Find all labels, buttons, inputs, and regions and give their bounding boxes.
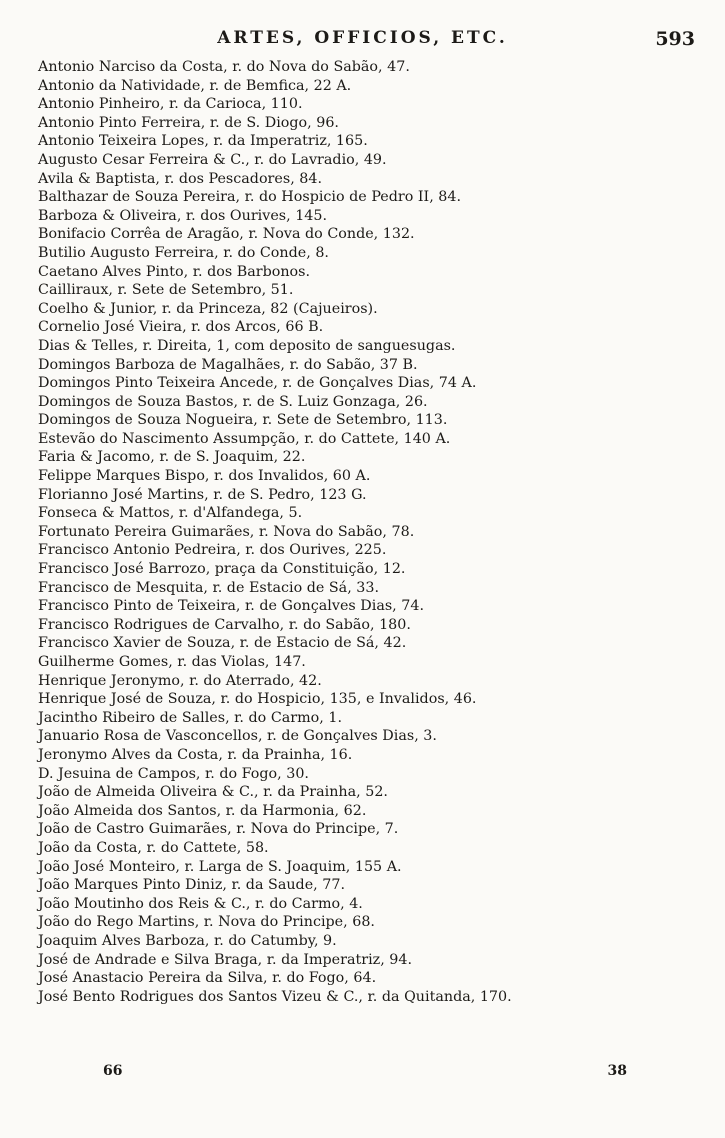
signature-mark-right: 38 <box>607 1063 627 1079</box>
directory-entry: Francisco Rodrigues de Carvalho, r. do Sabão, 180. <box>38 616 411 633</box>
directory-entry: João José Monteiro, r. Larga de S. Joaquim, 155 A. <box>38 858 402 875</box>
directory-entry: Antonio Pinheiro, r. da Carioca, 110. <box>38 96 303 113</box>
directory-entry: Coelho & Junior, r. da Princeza, 82 (Cajueiros). <box>38 300 378 317</box>
directory-entry: João da Costa, r. do Cattete, 58. <box>38 839 269 856</box>
directory-entry: João Almeida dos Santos, r. da Harmonia, 62. <box>38 802 367 819</box>
page-footer <box>0 1063 725 1083</box>
directory-entry: João de Castro Guimarães, r. Nova do Principe, 7. <box>38 821 399 838</box>
directory-entry: Fonseca & Mattos, r. d'Alfandega, 5. <box>38 505 303 522</box>
directory-entry: Antonio Teixeira Lopes, r. da Imperatriz, 165. <box>38 133 368 150</box>
directory-entry: Henrique Jeronymo, r. do Aterrado, 42. <box>38 672 322 689</box>
directory-entry: D. Jesuina de Campos, r. do Fogo, 30. <box>38 765 309 782</box>
directory-entry: Barboza & Oliveira, r. dos Ourives, 145. <box>38 207 328 224</box>
directory-entry: Butilio Augusto Ferreira, r. do Conde, 8. <box>38 244 329 261</box>
directory-entry: Guilherme Gomes, r. das Violas, 147. <box>38 654 306 670</box>
directory-entry: Augusto Cesar Ferreira & C., r. do Lavradio, 49. <box>38 151 387 168</box>
directory-entry: Felippe Marques Bispo, r. dos Invalidos, 60 A. <box>38 468 371 485</box>
directory-entry: Jacintho Ribeiro de Salles, r. do Carmo, 1. <box>38 709 343 726</box>
directory-entry: Francisco José Barrozo, praça da Constituição, 12. <box>38 561 406 578</box>
directory-entry: Estevão do Nascimento Assumpção, r. do Cattete, 140 A. <box>38 430 451 447</box>
directory-entry: Dias & Telles, r. Direita, 1, com deposito de sanguesugas. <box>38 337 456 354</box>
signature-mark-left: 66 <box>103 1063 123 1079</box>
directory-entry: Domingos de Souza Bastos, r. de S. Luiz Gonzaga, 26. <box>38 393 428 410</box>
directory-list <box>0 58 725 1006</box>
directory-entry: Domingos de Souza Nogueira, r. Sete de Setembro, 113. <box>38 412 448 429</box>
directory-entry: Domingos Barboza de Magalhães, r. do Sabão, 37 B. <box>38 356 418 373</box>
directory-entry: Fortunato Pereira Guimarães, r. Nova do Sabão, 78. <box>38 523 415 540</box>
directory-entry: Jeronymo Alves da Costa, r. da Prainha, 16. <box>38 746 353 763</box>
directory-entry: João Marques Pinto Diniz, r. da Saude, 77. <box>38 877 345 894</box>
directory-entry: João do Rego Martins, r. Nova do Principe, 68. <box>38 914 375 931</box>
directory-entry: Florianno José Martins, r. de S. Pedro, 123 G. <box>38 486 367 503</box>
directory-entry: Francisco Xavier de Souza, r. de Estacio de Sá, 42. <box>38 635 407 652</box>
directory-entry: Balthazar de Souza Pereira, r. do Hospicio de Pedro II, 84. <box>38 189 462 206</box>
directory-entry: Cornelio José Vieira, r. dos Arcos, 66 B. <box>38 319 324 336</box>
directory-entry: Francisco Antonio Pedreira, r. dos Ourives, 225. <box>38 542 387 559</box>
directory-entry: Francisco Pinto de Teixeira, r. de Gonçalves Dias, 74. <box>38 598 425 615</box>
directory-entry: José Bento Rodrigues dos Santos Vizeu & C., r. da Quitanda, 170. <box>38 988 512 1005</box>
directory-entry: Antonio Narciso da Costa, r. do Nova do Sabão, 47. <box>38 59 410 75</box>
directory-entry: Antonio da Natividade, r. de Bemfica, 22 A. <box>38 77 352 94</box>
directory-entry: Francisco de Mesquita, r. de Estacio de Sá, 33. <box>38 579 380 596</box>
directory-entry: Joaquim Alves Barboza, r. do Catumby, 9. <box>38 932 337 949</box>
running-head: ARTES, OFFICIOS, ETC. <box>217 28 508 48</box>
directory-entry: José Anastacio Pereira da Silva, r. do Fogo, 64. <box>38 970 377 987</box>
page-number: 593 <box>655 28 695 50</box>
directory-entry: Bonifacio Corrêa de Aragão, r. Nova do Conde, 132. <box>38 226 415 243</box>
directory-entry: Januario Rosa de Vasconcellos, r. de Gonçalves Dias, 3. <box>38 728 437 745</box>
page-header <box>0 28 725 52</box>
directory-entry: Henrique José de Souza, r. do Hospicio, 135, e Invalidos, 46. <box>38 691 477 708</box>
directory-entry: Caetano Alves Pinto, r. dos Barbonos. <box>38 263 311 280</box>
directory-entry: Faria & Jacomo, r. de S. Joaquim, 22. <box>38 449 306 466</box>
directory-entry: Antonio Pinto Ferreira, r. de S. Diogo, 96. <box>38 114 339 131</box>
directory-entry: Domingos Pinto Teixeira Ancede, r. de Gonçalves Dias, 74 A. <box>38 375 477 392</box>
directory-entry: Avila & Baptista, r. dos Pescadores, 84. <box>38 170 323 187</box>
directory-entry: Cailliraux, r. Sete de Setembro, 51. <box>38 282 294 299</box>
directory-entry: João Moutinho dos Reis & C., r. do Carmo, 4. <box>38 895 363 912</box>
directory-entry: José de Andrade e Silva Braga, r. da Imperatriz, 94. <box>38 951 413 968</box>
directory-entry: João de Almeida Oliveira & C., r. da Prainha, 52. <box>38 784 388 801</box>
